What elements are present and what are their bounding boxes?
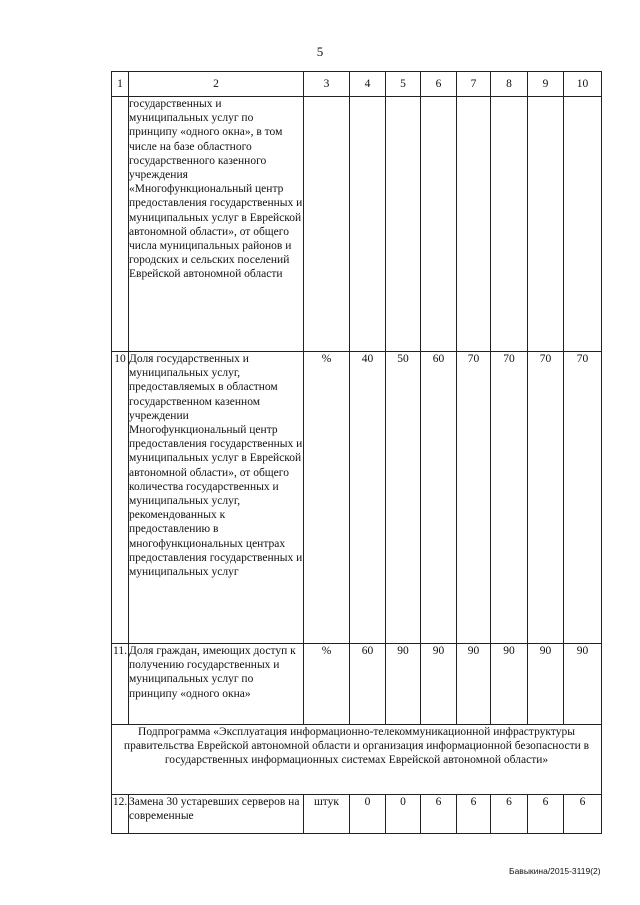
value-cell xyxy=(564,97,602,352)
header-cell: 3 xyxy=(304,72,350,97)
header-cell: 8 xyxy=(491,72,528,97)
header-cell: 6 xyxy=(421,72,457,97)
table-row xyxy=(112,97,602,352)
document-footer-id: Бавыкина/2015-3119(2) xyxy=(509,866,601,876)
value-cell xyxy=(386,97,421,352)
page-number: 5 xyxy=(316,44,324,59)
value-cell: 90 xyxy=(457,644,491,725)
value-cell: 6 xyxy=(528,795,564,834)
value-cell: 6 xyxy=(457,795,491,834)
indicators-table xyxy=(111,71,602,834)
indicator-description: Замена 30 устаревших серверов на современные xyxy=(129,795,304,834)
header-cell: 9 xyxy=(528,72,564,97)
row-number: 10 xyxy=(112,352,129,644)
value-cell: 40 xyxy=(350,352,386,644)
header-cell: 2 xyxy=(129,72,304,97)
table-row xyxy=(112,352,602,644)
table-row xyxy=(112,795,602,834)
value-cell: 6 xyxy=(564,795,602,834)
header-cell: 10 xyxy=(564,72,602,97)
indicator-description: Доля государственных и муниципальных услуг, предоставляемых в областном государственном казенном учреждении Многофункциональный центр предоставления государственных и муниципальных услуг в Еврейской автономной области», от общего количества государственных и муниципальных услуг, рекомендованных к предоставлению в многофункциональных центрах предоставления государственных и муниципальных услуг xyxy=(129,352,304,644)
value-cell: 90 xyxy=(564,644,602,725)
row-number xyxy=(112,97,129,352)
value-cell: 60 xyxy=(350,644,386,725)
value-cell: 60 xyxy=(421,352,457,644)
value-cell: 0 xyxy=(350,795,386,834)
value-cell: 70 xyxy=(457,352,491,644)
header-cell: 5 xyxy=(386,72,421,97)
unit-cell: % xyxy=(304,352,350,644)
table-row xyxy=(112,644,602,725)
unit-cell: % xyxy=(304,644,350,725)
subprogram-row xyxy=(112,725,602,795)
row-number: 11. xyxy=(112,644,129,725)
row-number: 12. xyxy=(112,795,129,834)
value-cell: 0 xyxy=(386,795,421,834)
table-header-row xyxy=(112,72,602,97)
header-cell: 4 xyxy=(350,72,386,97)
value-cell xyxy=(350,97,386,352)
value-cell: 90 xyxy=(386,644,421,725)
value-cell: 70 xyxy=(564,352,602,644)
unit-cell xyxy=(304,97,350,352)
value-cell: 6 xyxy=(491,795,528,834)
header-cell: 1 xyxy=(112,72,129,97)
value-cell xyxy=(421,97,457,352)
value-cell xyxy=(457,97,491,352)
value-cell xyxy=(491,97,528,352)
value-cell: 6 xyxy=(421,795,457,834)
value-cell: 70 xyxy=(528,352,564,644)
indicator-description: государственных и муниципальных услуг по принципу «одного окна», в том числе на базе областного государственного казенного учреждения «Многофункциональный центр предоставления государственных и муниципальных услуг в Еврейской автономной области», от общего числа муниципальных районов и городских и сельских поселений Еврейской автономной области xyxy=(129,97,304,352)
value-cell: 90 xyxy=(421,644,457,725)
subprogram-title: Подпрограмма «Эксплуатация информационно-телекоммуникационной инфраструктуры правительства Еврейской автономной области и организация информационной безопасности в государственных информационных системах Еврейской автономной области» xyxy=(112,725,602,795)
value-cell: 70 xyxy=(491,352,528,644)
value-cell: 90 xyxy=(528,644,564,725)
header-cell: 7 xyxy=(457,72,491,97)
indicator-description: Доля граждан, имеющих доступ к получению государственных и муниципальных услуг по принципу «одного окна» xyxy=(129,644,304,725)
unit-cell: штук xyxy=(304,795,350,834)
value-cell xyxy=(528,97,564,352)
value-cell: 90 xyxy=(491,644,528,725)
value-cell: 50 xyxy=(386,352,421,644)
